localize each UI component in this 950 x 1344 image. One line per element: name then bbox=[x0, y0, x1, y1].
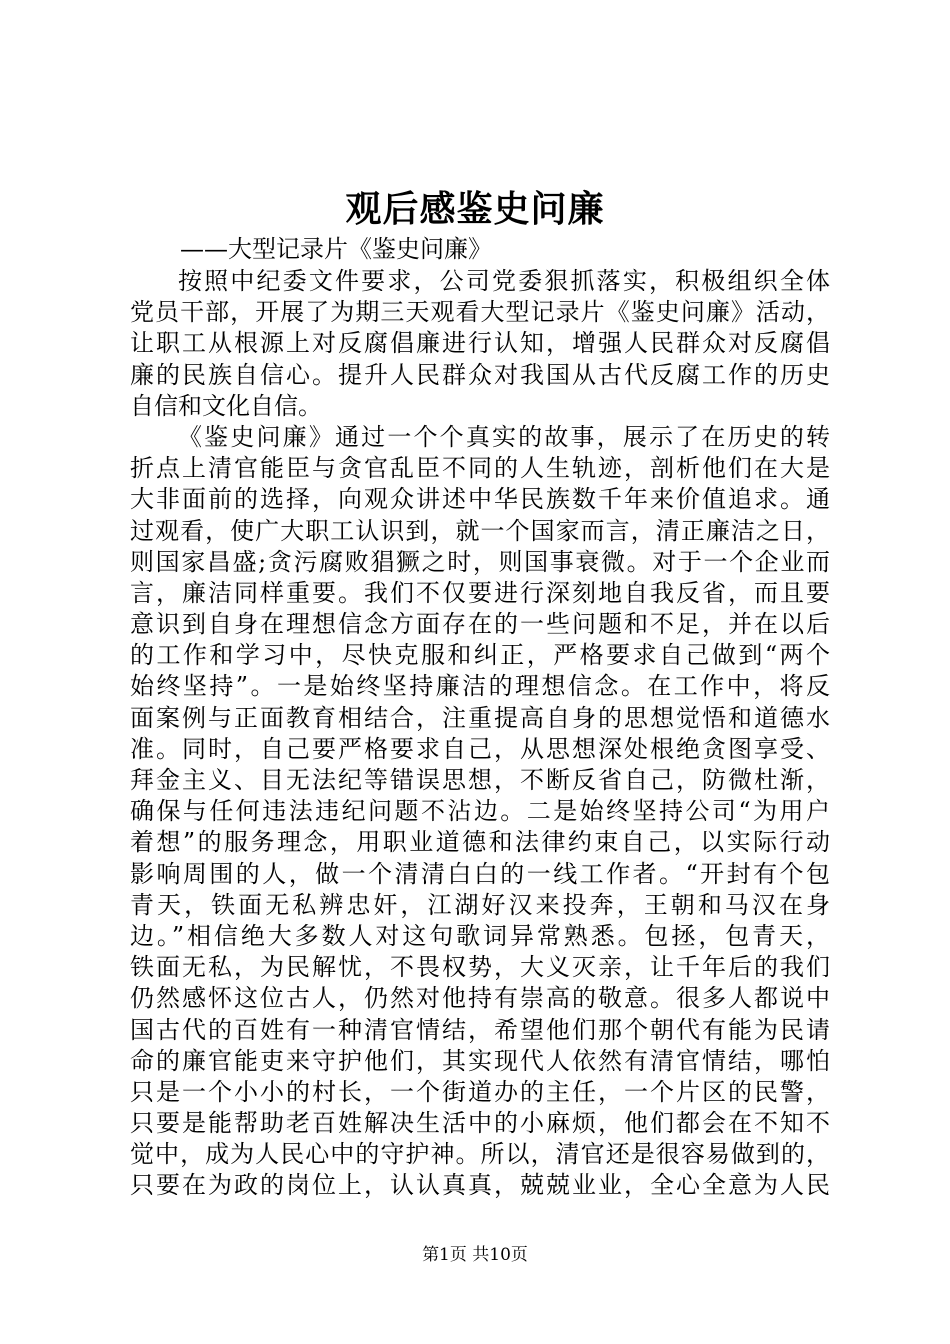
body-line: 国古代的百姓有一种清官情结，希望他们那个朝代有能为民请 bbox=[130, 1015, 830, 1044]
body-line: 党员干部，开展了为期三天观看大型记录片《鉴史问廉》活动， bbox=[130, 298, 830, 327]
body-line: 青天，铁面无私辨忠奸，江湖好汉来投奔，王朝和马汉在身 bbox=[130, 890, 830, 919]
body-line: 折点上清官能臣与贪官乱臣不同的人生轨迹，剖析他们在大是 bbox=[130, 454, 830, 483]
body-line: 大非面前的选择，向观众讲述中华民族数千年来价值追求。通 bbox=[130, 485, 830, 514]
document-subtitle: ——大型记录片《鉴史问廉》 bbox=[180, 235, 492, 263]
body-line: 的工作和学习中，尽快克服和纠正，严格要求自己做到“两个 bbox=[130, 641, 830, 670]
body-line: 边。”相信绝大多数人对这句歌词异常熟悉。包拯，包青天， bbox=[130, 921, 830, 950]
body-line: 始终坚持”。一是始终坚持廉洁的理想信念。在工作中，将反 bbox=[130, 672, 830, 701]
body-line: 准。同时，自己要严格要求自己，从思想深处根绝贪图享受、 bbox=[130, 734, 830, 763]
body-line: 确保与任何违法违纪问题不沾边。二是始终坚持公司“为用户 bbox=[130, 797, 830, 826]
body-line: 影响周围的人，做一个清清白白的一线工作者。“开封有个包 bbox=[130, 859, 830, 888]
page-footer: 第1页 共10页 bbox=[422, 1245, 528, 1265]
body-line: 铁面无私，为民解忧，不畏权势，大义灭亲，让千年后的我们 bbox=[130, 953, 830, 982]
body-line: 《鉴史问廉》通过一个个真实的故事，展示了在历史的转 bbox=[178, 422, 830, 451]
body-line: 意识到自身在理想信念方面存在的一些问题和不足，并在以后 bbox=[130, 610, 830, 639]
body-line: 只要在为政的岗位上，认认真真，兢兢业业，全心全意为人民 bbox=[130, 1171, 830, 1200]
body-line: 廉的民族自信心。提升人民群众对我国从古代反腐工作的历史 bbox=[130, 360, 830, 389]
body-line: 面案例与正面教育相结合，注重提高自身的思想觉悟和道德水 bbox=[130, 703, 830, 732]
body-line: 按照中纪委文件要求，公司党委狠抓落实，积极组织全体 bbox=[178, 267, 830, 295]
body-line: 只是一个小小的村长，一个街道办的主任，一个片区的民警， bbox=[130, 1077, 830, 1106]
body-line: 只要是能帮助老百姓解决生活中的小麻烦，他们都会在不知不 bbox=[130, 1109, 830, 1138]
body-line: 则国家昌盛;贪污腐败猖獗之时，则国事衰微。对于一个企业而 bbox=[130, 547, 830, 576]
body-line: 言，廉洁同样重要。我们不仅要进行深刻地自我反省，而且要 bbox=[130, 578, 830, 607]
body-line: 自信和文化自信。 bbox=[130, 391, 322, 420]
body-line: 着想”的服务理念，用职业道德和法律约束自己，以实际行动 bbox=[130, 828, 830, 857]
document-title: 观后感鉴史问廉 bbox=[345, 188, 605, 230]
body-line: 觉中，成为人民心中的守护神。所以，清官还是很容易做到的， bbox=[130, 1140, 830, 1169]
body-line: 过观看，使广大职工认识到，就一个国家而言，清正廉洁之日， bbox=[130, 516, 830, 545]
document-body bbox=[130, 266, 830, 1202]
body-line: 拜金主义、目无法纪等错误思想，不断反省自己，防微杜渐， bbox=[130, 766, 830, 794]
body-line: 命的廉官能吏来守护他们，其实现代人依然有清官情结，哪怕 bbox=[130, 1046, 830, 1075]
body-line: 仍然感怀这位古人，仍然对他持有崇高的敬意。很多人都说中 bbox=[130, 984, 830, 1013]
body-line: 让职工从根源上对反腐倡廉进行认知，增强人民群众对反腐倡 bbox=[130, 329, 830, 358]
